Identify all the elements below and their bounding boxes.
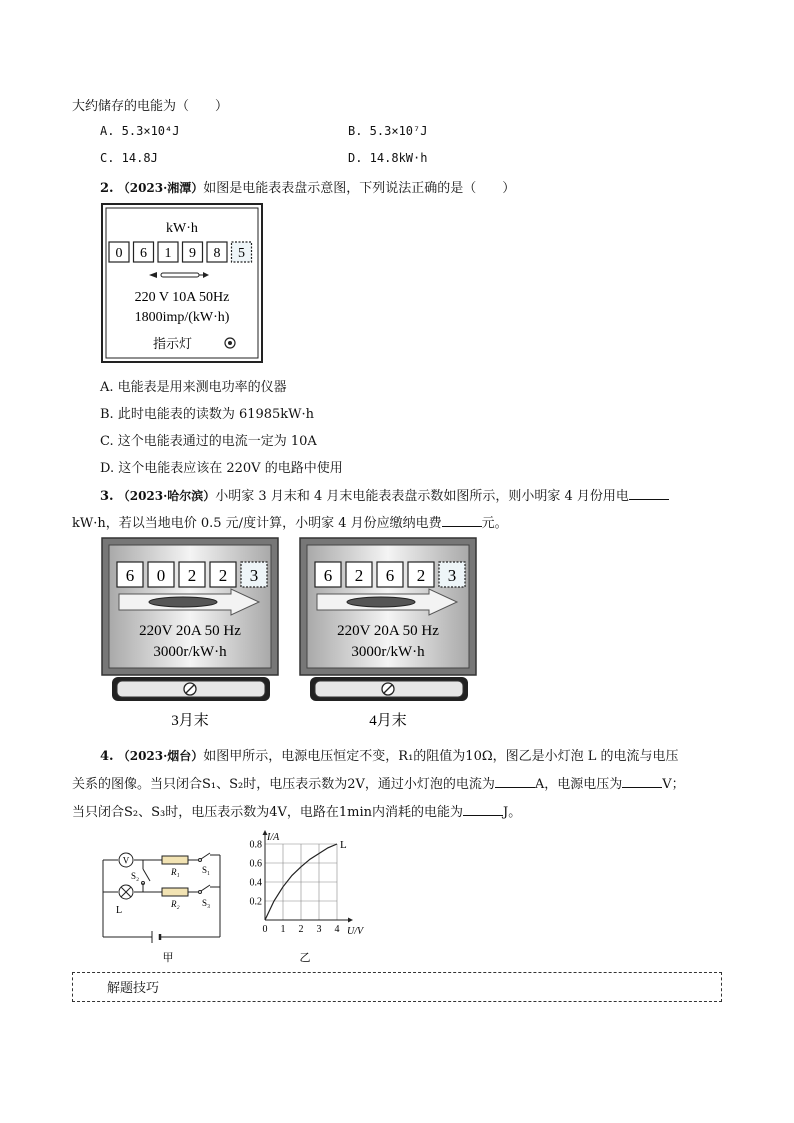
q2-number: 2. xyxy=(100,181,114,196)
x-tick-label: 4 xyxy=(334,924,340,935)
label-r2: R₂ xyxy=(171,899,180,909)
q4-blank-energy xyxy=(463,803,503,816)
q2-option-b: B. 此时电能表的读数为 61985kW·h xyxy=(100,407,315,422)
q1-tail: 大约储存的电能为（ ） xyxy=(72,99,229,114)
q3-meter-caption: 3月末 xyxy=(171,713,209,729)
label-s2: S₂ xyxy=(131,871,140,881)
q3-digit: 6 xyxy=(125,566,135,585)
q3-digit: 2 xyxy=(218,566,228,585)
q2-option-d: D. 这个电能表应该在 220V 的电路中使用 xyxy=(100,461,343,476)
battery-icon xyxy=(152,931,160,943)
tips-title: 解题技巧 xyxy=(107,981,160,996)
q2-digit: 5 xyxy=(238,246,245,261)
y-axis-label: I/A xyxy=(267,832,280,843)
q3-stem-line1 xyxy=(100,485,669,504)
label-l: L xyxy=(116,905,123,916)
q4-line2c: V； xyxy=(662,777,685,792)
q3-number: 3. xyxy=(100,489,114,504)
resistor-r2 xyxy=(162,888,188,896)
q2-meter-spec1: 220 V 10A 50Hz xyxy=(134,290,230,305)
q1-option-c: C. 14.8J xyxy=(100,151,158,165)
q4-iu-graph xyxy=(238,828,378,966)
q2-meter-indicator-label: 指示灯 xyxy=(152,336,192,351)
q4-line2a: 关系的图像。当只闭合S₁、S₂时，电压表示数为2V，通过小灯泡的电流为 xyxy=(72,777,495,792)
q3-blank-usage xyxy=(629,487,669,500)
q1-option-a: A. 5.3×10⁴J xyxy=(100,124,180,138)
q4-stem-line3 xyxy=(72,801,521,820)
q4-blank-voltage xyxy=(622,775,662,788)
q2-meter-spec2: 1800imp/(kW·h) xyxy=(134,310,230,325)
q3-digit: 3 xyxy=(249,566,259,585)
lamp-icon xyxy=(119,885,133,899)
q3-digit: 0 xyxy=(156,566,166,585)
x-axis-label: U/V xyxy=(347,926,364,937)
q3-digit: 3 xyxy=(447,566,457,585)
label-s1: S₁ xyxy=(202,865,211,875)
q2-option-c: C. 这个电能表通过的电流一定为 10A xyxy=(100,434,317,449)
screw-icon xyxy=(184,683,196,695)
y-tick-label: 0.4 xyxy=(249,877,262,889)
series-label-l: L xyxy=(340,839,347,851)
q3-source: （2023·哈尔滨） xyxy=(117,489,216,503)
q2-option-a: A. 电能表是用来测电功率的仪器 xyxy=(100,380,287,395)
graph-caption: 乙 xyxy=(299,952,311,964)
q3-digit: 6 xyxy=(385,566,395,585)
label-s3: S₃ xyxy=(202,898,211,908)
q3-meter-spec2: 3000r/kW·h xyxy=(153,644,227,660)
tips-box xyxy=(72,972,722,1002)
q3-meter-spec1: 220V 20A 50 Hz xyxy=(337,623,439,639)
q3-stem-line2 xyxy=(72,512,508,531)
q3-digit: 2 xyxy=(416,566,426,585)
q4-blank-current xyxy=(495,775,535,788)
q2-meter-unit: kW·h xyxy=(166,221,198,236)
q3-meter-2 xyxy=(299,537,477,737)
q3-stem-c: 元。 xyxy=(481,516,508,531)
q3-meter-spec1: 220V 20A 50 Hz xyxy=(139,623,241,639)
q4-line3a: 当只闭合S₂、S₃时，电压表示数为4V，电路在1min内消耗的电能为 xyxy=(72,805,464,820)
q2-source: （2023·湘潭） xyxy=(117,181,204,195)
q4-circuit-diagram xyxy=(98,845,228,965)
q4-line1: 如图甲所示，电源电压恒定不变，R₁的阻值为10Ω，图乙是小灯泡 L 的电流与电压 xyxy=(203,749,679,764)
q2-meter-figure xyxy=(101,203,263,363)
screw-icon xyxy=(382,683,394,695)
circuit-caption: 甲 xyxy=(162,952,174,964)
x-axis-arrow-icon xyxy=(348,918,353,923)
label-r1: R₁ xyxy=(171,867,180,877)
q3-digit: 2 xyxy=(187,566,197,585)
q1-option-d: D. 14.8kW·h xyxy=(348,151,428,165)
q2-digit: 6 xyxy=(140,246,147,261)
x-tick-label: 1 xyxy=(280,924,286,935)
q3-meter-caption: 4月末 xyxy=(369,713,407,729)
q4-line3b: J。 xyxy=(503,805,522,820)
x-tick-label: 0 xyxy=(262,924,268,935)
switch-s2-icon xyxy=(142,869,151,885)
q1-option-b: B. 5.3×10⁷J xyxy=(348,124,428,138)
svg-text:V: V xyxy=(122,855,130,866)
y-tick-label: 0.2 xyxy=(249,896,262,908)
x-tick-label: 2 xyxy=(298,924,304,935)
q4-stem-line2 xyxy=(72,773,685,792)
q2-digit: 8 xyxy=(213,246,221,261)
q2-stem xyxy=(100,177,515,196)
q2-digit: 1 xyxy=(164,246,172,261)
q3-digit: 6 xyxy=(323,566,333,585)
x-tick-label: 3 xyxy=(316,924,322,935)
q3-digit: 2 xyxy=(354,566,364,585)
q2-digit: 0 xyxy=(115,246,123,261)
q3-stem-b: kW·h，若以当地电价 0.5 元/度计算，小明家 4 月份应缴纳电费 xyxy=(72,516,442,531)
switch-s1-icon xyxy=(199,853,211,862)
y-tick-label: 0.6 xyxy=(249,858,262,870)
switch-s3-icon xyxy=(199,885,211,894)
y-tick-label: 0.8 xyxy=(249,839,262,851)
voltmeter-icon xyxy=(119,853,133,867)
q2-digit: 9 xyxy=(189,246,196,261)
q3-blank-fee xyxy=(442,514,482,527)
q3-stem-a: 小明家 3 月末和 4 月末电能表表盘示数如图所示，则小明家 4 月份用电 xyxy=(215,489,629,504)
q4-number: 4. xyxy=(100,749,114,764)
q3-meter-spec2: 3000r/kW·h xyxy=(351,644,425,660)
resistor-r1 xyxy=(162,856,188,864)
q4-stem-line1 xyxy=(100,745,679,764)
q4-source: （2023·烟台） xyxy=(117,749,204,763)
q4-line2b: A，电源电压为 xyxy=(534,777,623,792)
q2-question: 如图是电能表表盘示意图，下列说法正确的是（ ） xyxy=(203,181,516,196)
q3-meter-1 xyxy=(101,537,279,737)
